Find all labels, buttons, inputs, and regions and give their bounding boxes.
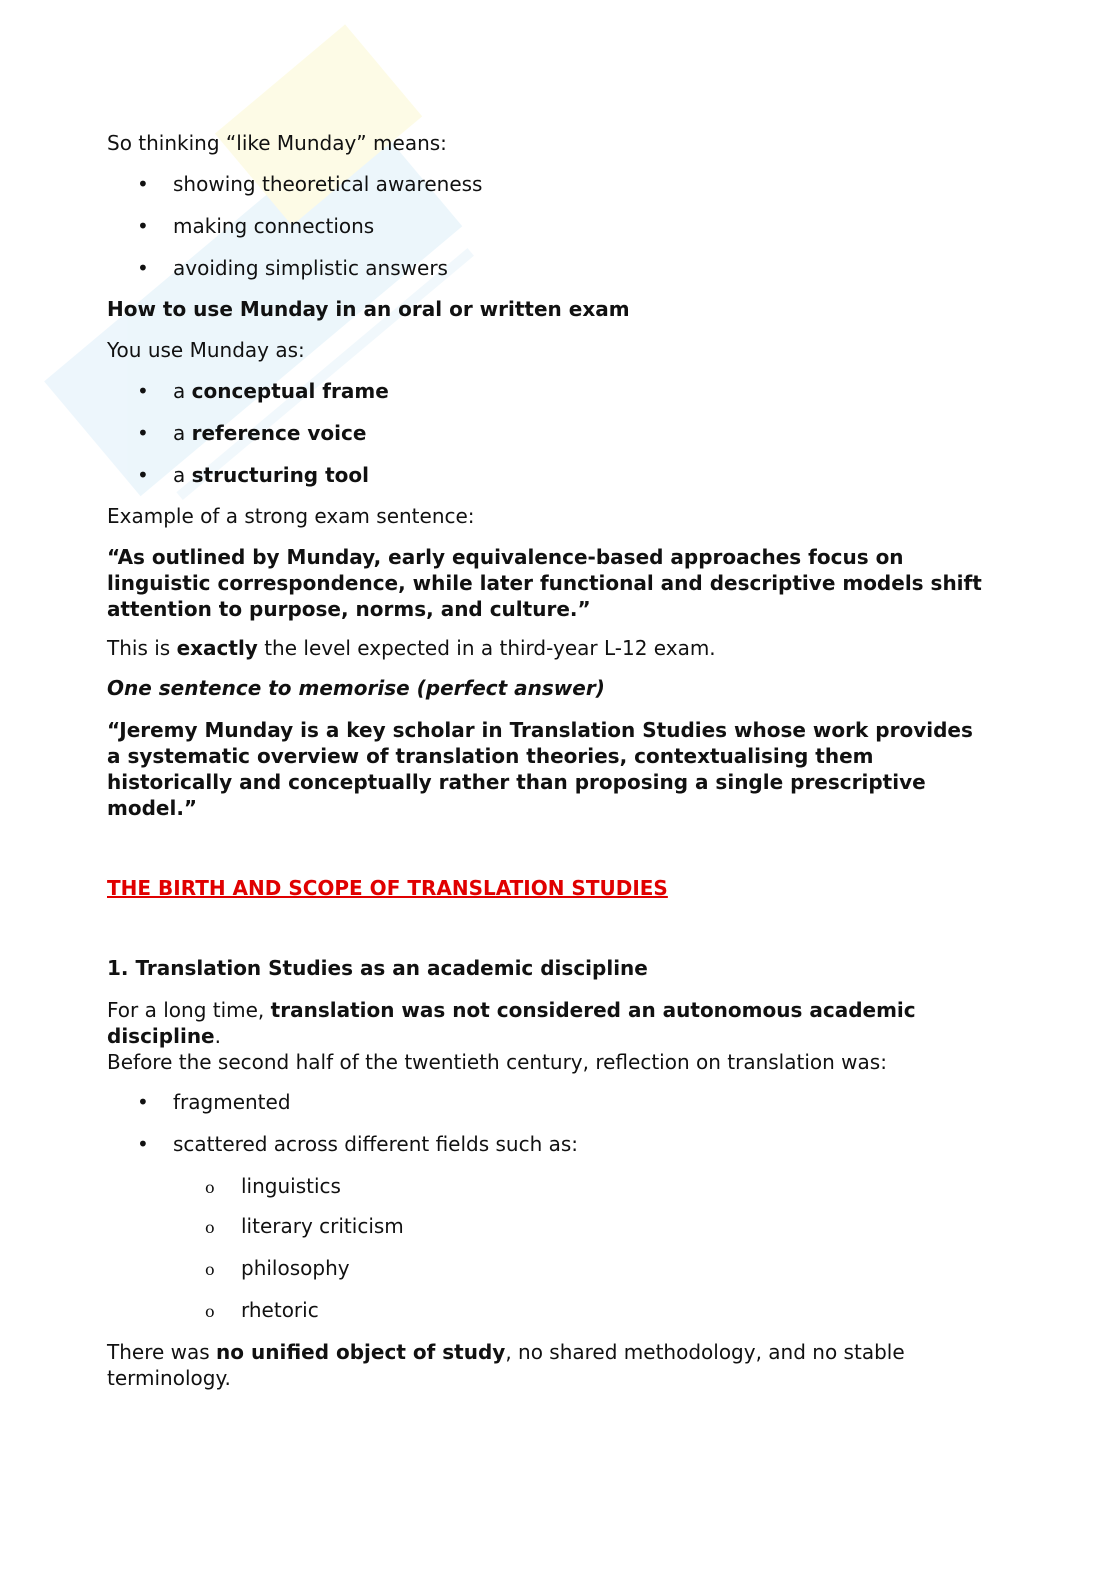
text: . [214,1024,221,1048]
bold-text: translation was not considered an autonomous academic [270,998,916,1022]
quote-line: historically and conceptually rather than proposing a single prescriptive [107,770,926,794]
intro-paragraph: So thinking “like Munday” means: [107,131,447,155]
sublist-item [205,1173,341,1201]
list-item-bold: structuring tool [191,463,369,487]
quote-line: linguistic correspondence, while later functional and descriptive models shift [107,571,982,595]
list-item [137,1131,578,1157]
list-item-text: literary criticism [241,1214,404,1238]
circle-bullet-icon: o [205,1218,215,1237]
bullet-icon: • [137,463,149,487]
list-item-text: making connections [173,214,375,238]
list-item [137,462,369,488]
circle-bullet-icon: o [205,1302,215,1321]
list-item [137,255,448,281]
section-title: THE BIRTH AND SCOPE OF TRANSLATION STUDIES [107,876,668,900]
bullet-icon: • [137,421,149,445]
text: , no shared methodology, and no stable [505,1340,905,1364]
quote-line: a systematic overview of translation theories, contextualising them [107,744,874,768]
paragraph [107,635,716,661]
list-item-text: showing theoretical awareness [173,172,483,196]
list-item [137,1089,291,1115]
paragraph [107,997,916,1023]
list-item-text: linguistics [241,1174,341,1198]
text: the level expected in a third-year L-12 exam. [257,636,716,660]
list-item [137,213,374,239]
paragraph-continued [107,1023,221,1049]
sublist-item [205,1297,319,1325]
paragraph: Example of a strong exam sentence: [107,504,475,528]
text: This is [107,636,177,660]
sublist-item [205,1213,404,1241]
list-item [137,171,482,197]
list-item-text: a [173,379,192,403]
bold-text: no unified object of study [216,1340,506,1364]
bullet-icon: • [137,256,149,280]
circle-bullet-icon: o [205,1260,215,1279]
paragraph [107,1339,905,1365]
heading: How to use Munday in an oral or written exam [107,297,630,321]
quote-line: model.” [107,796,198,820]
bullet-icon: • [137,1132,149,1156]
quote-line: “Jeremy Munday is a key scholar in Translation Studies whose work provides [107,718,973,742]
list-item-text: fragmented [173,1090,291,1114]
list-item-text: scattered across different fields such as: [173,1132,579,1156]
bullet-icon: • [137,214,149,238]
list-item-text: rhetoric [241,1298,319,1322]
sublist-item [205,1255,350,1283]
list-item [137,378,389,404]
bullet-icon: • [137,172,149,196]
subheading: One sentence to memorise (perfect answer) [107,676,605,700]
quote-line: “As outlined by Munday, early equivalence-based approaches focus on [107,545,904,569]
list-item-text: philosophy [241,1256,350,1280]
list-item [137,420,366,446]
paragraph: You use Munday as: [107,338,305,362]
list-item-bold: conceptual frame [191,379,389,403]
paragraph-continued: terminology. [107,1366,231,1390]
list-item-bold: reference voice [191,421,367,445]
list-item-text: avoiding simplistic answers [173,256,448,280]
bold-text: exactly [176,636,258,660]
paragraph: Before the second half of the twentieth century, reflection on translation was: [107,1050,887,1074]
bullet-icon: • [137,1090,149,1114]
list-item-text: a [173,421,192,445]
list-item-text: a [173,463,192,487]
heading: 1. Translation Studies as an academic discipline [107,956,648,980]
text: There was [107,1340,217,1364]
bold-text: discipline [107,1024,215,1048]
circle-bullet-icon: o [205,1178,215,1197]
text: For a long time, [107,998,271,1022]
quote-line: attention to purpose, norms, and culture.” [107,597,591,621]
bullet-icon: • [137,379,149,403]
